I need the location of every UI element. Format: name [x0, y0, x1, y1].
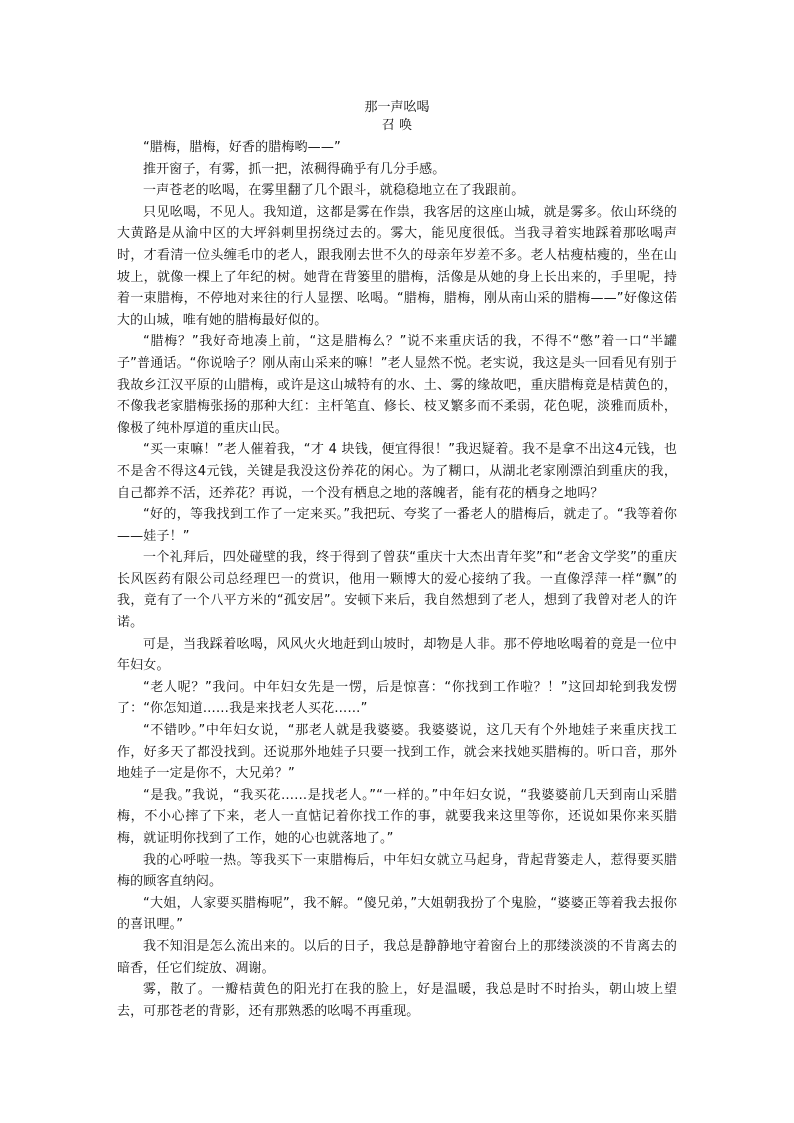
- document-author: 召 唤: [381, 118, 413, 133]
- paragraph: “大姐，人家要买腊梅呢”，我不解。“傻兄弟，”大姐朝我扮了个鬼脸，“婆婆正等着我去报你的喜讯哩。”: [117, 895, 677, 933]
- paragraph: “不错吵。”中年妇女说，“那老人就是我婆婆。我婆婆说，这几天有个外地娃子来重庆找工作，好多天了都没找到。还说那外地娃子只要一找到工作，就会来找她买腊梅的。听口音，那外地娃子一定是你不，大兄弟？”: [117, 723, 677, 782]
- paragraph: “老人呢？”我问。中年妇女先是一愣，后是惊喜：“你找到工作啦？！”这回却轮到我发愣了：“你怎知道……我是来找老人买花……”: [117, 679, 677, 717]
- paragraph: 一声苍老的吆喝，在雾里翻了几个跟斗，就稳稳地立在了我跟前。: [143, 183, 525, 199]
- paragraph: “腊梅，腊梅，好香的腊梅哟——”: [143, 140, 341, 155]
- document-body: [117, 137, 677, 1022]
- document-title: 那一声吆喝: [364, 100, 430, 115]
- paragraph: “好的，等我找到工作了一定来买。”我把玩、夸奖了一番老人的腊梅后，就走了。“我等着你——娃子！”: [117, 507, 677, 544]
- paragraph: 一个礼拜后，四处碰壁的我，终于得到了曾获“重庆十大杰出青年奖”和“老舍文学奖”的重庆长风医药有限公司总经理巴一的赏识，他用一颗博大的爱心接纳了我。一直像浮萍一样“飘”的我，竟有了一个八平方米的“孤安居”。安顿下来后，我自然想到了老人，想到了我曾对老人的许诺。: [117, 550, 677, 631]
- paragraph: “腊梅？”我好奇地凑上前，“这是腊梅么？”说不来重庆话的我，不得不“憋”着一口“半罐子”普通话。“你说啥子？刚从南山采来的嘛！”老人显然不悦。老实说，我这是头一回看见有别于我故乡江汉平原的山腊梅，或许是这山城特有的水、土、雾的缘故吧，重庆腊梅竟是桔黄色的，不像我老家腊梅张扬的那种大红：主杆笔直、修长、枝叉繁多而不柔弱，花色呢，淡雅而质朴，像极了纯朴厚道的重庆山民。: [117, 334, 677, 436]
- paragraph: “买一束嘛！”老人催着我，“才 4 块钱，便宜得很！”我迟疑着。我不是拿不出这4元钱，也不是舍不得这4元钱，关键是我没这份养花的闲心。为了糊口，从湖北老家刚漂泊到重庆的我，自己都养不活，还养花？再说，一个没有栖息之地的落魄者，能有花的栖身之地吗？: [117, 442, 677, 501]
- paragraph: 可是，当我踩着吆喝，风风火火地赶到山坡时，却物是人非。那不停地吆喝着的竟是一位中年妇女。: [117, 636, 677, 674]
- paragraph: 我不知泪是怎么流出来的。以后的日子，我总是静静地守着窗台上的那缕淡淡的不肯离去的暗香，任它们绽放、凋谢。: [117, 938, 677, 976]
- paragraph: 我的心呼啦一热。等我买下一束腊梅后，中年妇女就立马起身，背起背篓走人，惹得要买腊梅的顾客直纳闷。: [117, 852, 677, 890]
- paragraph: 推开窗子，有雾，抓一把，浓稠得确乎有几分手感。: [143, 161, 446, 177]
- paragraph: 只见吆喝，不见人。我知道，这都是雾在作祟，我客居的这座山城，就是雾多。依山环绕的大黄路是从渝中区的大坪斜刺里拐绕过去的。雾大，能见度很低。当我寻着实地踩着那吆喝声时，才看清一位头缠毛巾的老人，跟我刚去世不久的母亲年岁差不多。老人枯瘦枯瘦的，坐在山坡上，就像一棵上了年纪的树。她背在背篓里的腊梅，活像是从她的身上长出来的，手里呢，持着一束腊梅，不停地对来往的行人显摆、吆喝。“腊梅，腊梅，刚从南山采的腊梅——”好像这偌大的山城，唯有她的腊梅最好似的。: [117, 204, 677, 328]
- paragraph: 雾，散了。一瓣桔黄色的阳光打在我的脸上，好是温暖，我总是时不时抬头，朝山坡上望去，可那苍老的背影，还有那熟悉的吆喝不再重现。: [117, 982, 677, 1019]
- paragraph: “是我。”我说，“我买花……是找老人。”“一样的。”中年妇女说，“我婆婆前几天到南山采腊梅，不小心摔了下来，老人一直惦记着你找工作的事，就要我来这里等你，还说如果你来买腊梅，就证明你找到了工作，她的心也就落地了。”: [117, 787, 677, 846]
